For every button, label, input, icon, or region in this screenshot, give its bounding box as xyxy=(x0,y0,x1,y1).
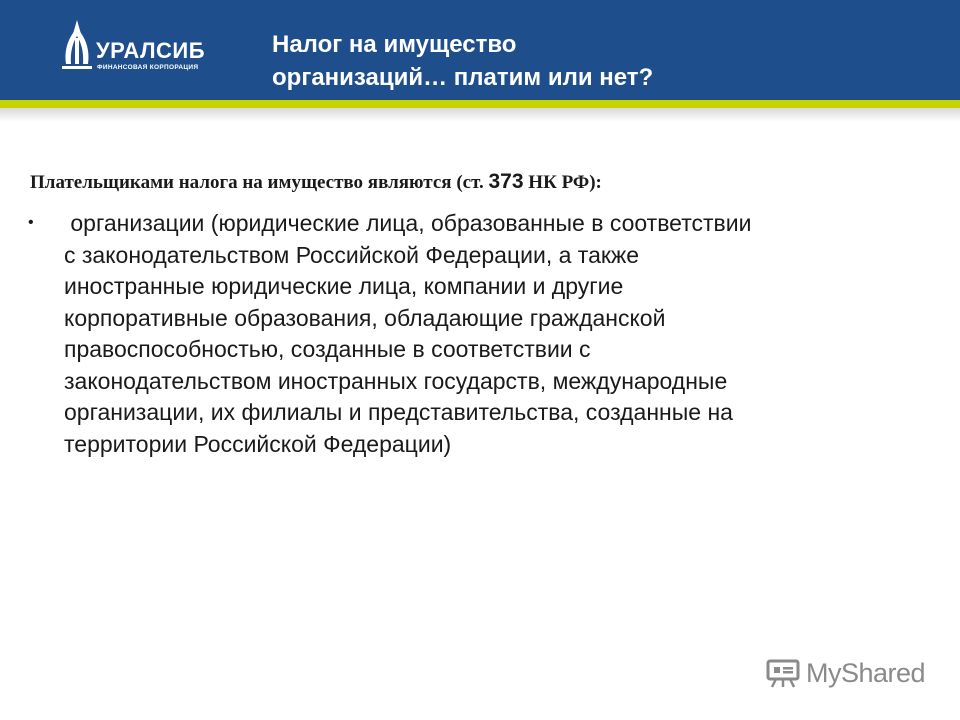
logo-name: УРАЛСИБ xyxy=(96,38,206,63)
presentation-board-icon xyxy=(766,658,800,688)
article-number: 373 xyxy=(488,170,524,193)
title-line-1: Налог на имущество xyxy=(272,31,517,58)
bullet-line: правоспособностью, созданные в соответствии с xyxy=(64,336,591,362)
bullet-line: организации, их филиалы и представительства, созданные на xyxy=(64,399,733,425)
uralsib-emblem-icon xyxy=(60,18,94,76)
watermark-text: MyShared xyxy=(806,658,926,688)
bullet-marker: • xyxy=(28,214,34,231)
bullet-line: территории Российской Федерации) xyxy=(64,430,452,457)
bullet-line: организации (юридические лица, образованные в соответствии xyxy=(64,210,752,236)
lead-text: Плательщиками налога на имущество являются (ст. xyxy=(30,172,489,193)
title-line-2: организаций… платим или нет? xyxy=(272,64,654,91)
lead-paragraph xyxy=(30,170,910,194)
bullet-line: с законодательством Российской Федерации, а также xyxy=(64,241,640,268)
bullet-line: корпоративные образования, обладающие гражданской xyxy=(64,304,666,331)
shadow-stripe xyxy=(0,108,960,122)
bullet-line: иностранные юридические лица, компании и другие xyxy=(64,273,624,299)
slide-title xyxy=(272,28,912,94)
logo-subtitle: ФИНАНСОВАЯ КОРПОРАЦИЯ xyxy=(97,64,199,71)
accent-stripe xyxy=(0,100,960,108)
uralsib-logo xyxy=(60,18,230,78)
bullet-item xyxy=(64,208,914,460)
header-bar xyxy=(0,0,960,100)
bullet-line: законодательством иностранных государств, международные xyxy=(64,367,728,394)
lead-text-end: НК РФ): xyxy=(523,172,602,193)
